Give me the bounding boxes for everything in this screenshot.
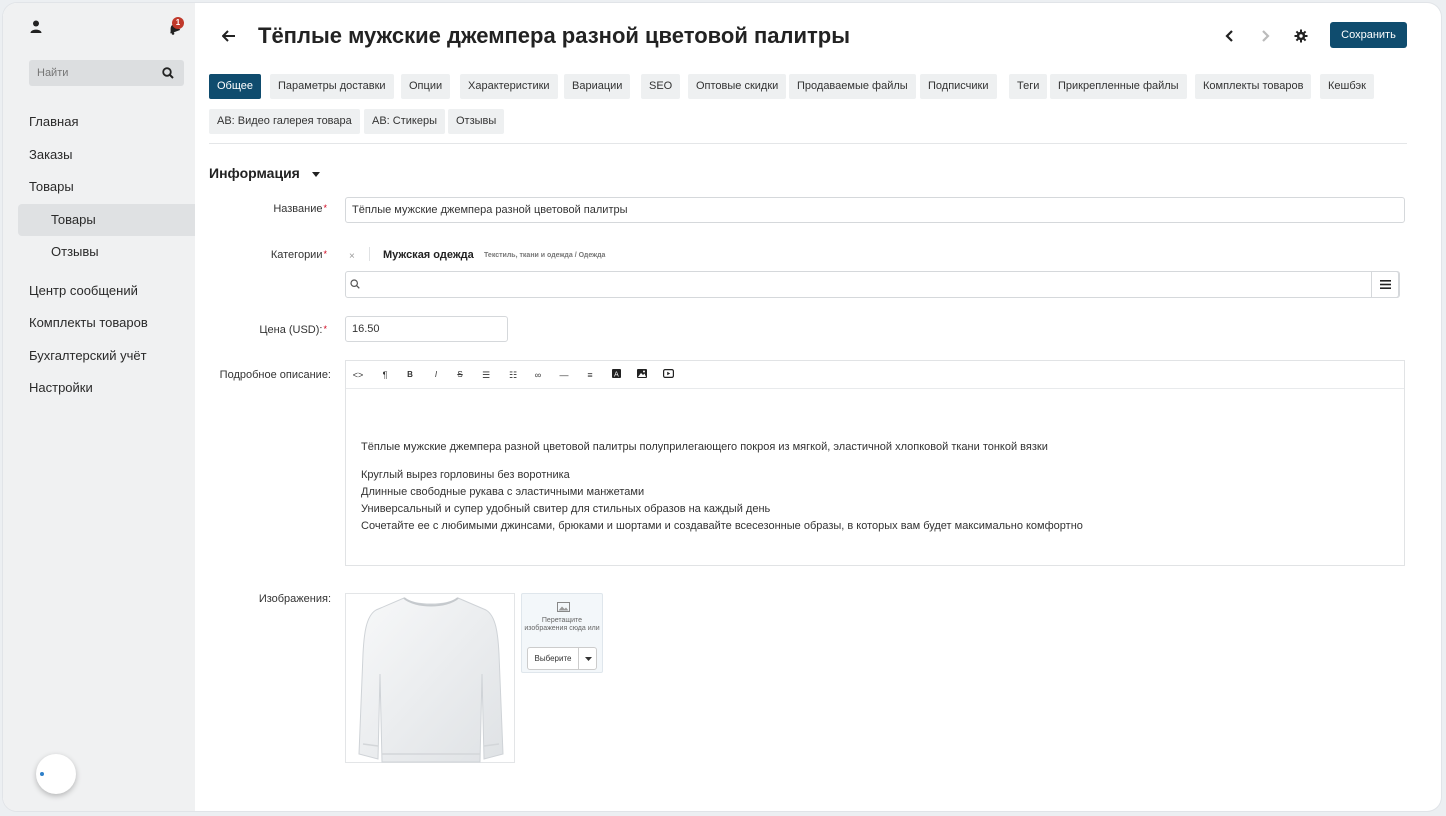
horizontal-rule-icon[interactable]: — xyxy=(559,370,569,380)
divider xyxy=(209,143,1407,144)
video-icon[interactable] xyxy=(661,368,675,382)
sidebar-item-product-bundles[interactable]: Комплекты товаров xyxy=(29,315,148,330)
list-item: Сочетайте ее с любимыми джинсами, брюками и шортами и создавайте всесезонные образы, в которых вам будет максимально комфортно xyxy=(361,520,1083,532)
category-path: Текстиль, ткани и одежда / Одежда xyxy=(484,252,606,259)
search-icon[interactable] xyxy=(162,67,174,79)
paragraph-icon[interactable]: ¶ xyxy=(382,370,388,380)
user-icon[interactable] xyxy=(30,20,42,33)
tab-files[interactable]: Продаваемые файлы xyxy=(789,74,916,99)
category-list-button[interactable] xyxy=(1371,271,1399,298)
editor-content[interactable] xyxy=(361,439,1083,535)
notification-badge: 1 xyxy=(172,17,184,29)
tab-stickers[interactable]: AB: Стикеры xyxy=(364,109,445,134)
search-input[interactable] xyxy=(29,60,159,86)
list-item: Круглый вырез горловины без воротника xyxy=(361,469,570,481)
choose-file-dropdown xyxy=(527,647,597,670)
chevron-left-icon[interactable] xyxy=(1225,29,1235,43)
choose-file-button[interactable]: Выберите xyxy=(528,648,579,669)
name-label: Название* xyxy=(273,203,327,215)
price-label: Цена (USD):* xyxy=(259,324,327,336)
caret-down-icon[interactable] xyxy=(585,657,592,661)
menu-icon xyxy=(1380,280,1391,289)
sidebar-item-orders[interactable]: Заказы xyxy=(29,146,73,162)
price-label-text: Цена (USD): xyxy=(259,324,323,336)
tab-video-gallery[interactable]: AB: Видео галерея товара xyxy=(209,109,360,134)
ordered-list-icon[interactable]: ☷ xyxy=(508,370,518,380)
sidebar-subitem-reviews[interactable]: Отзывы xyxy=(51,244,99,259)
chevron-right-icon[interactable] xyxy=(1260,29,1270,43)
tab-attachments[interactable]: Прикрепленные файлы xyxy=(1050,74,1187,99)
image-placeholder-icon xyxy=(557,602,570,612)
category-search-input[interactable] xyxy=(364,272,1364,297)
sidebar-item-home[interactable]: Главная xyxy=(29,114,79,129)
code-view-icon[interactable]: <> xyxy=(352,370,364,380)
svg-text:A: A xyxy=(613,370,619,378)
description-intro: Тёплые мужские джемпера разной цветовой палитры полуприлегающего покроя из мягкой, эластичной хлопковой ткани тонкой вязки xyxy=(361,441,1048,453)
unordered-list-icon[interactable]: ☰ xyxy=(481,370,491,380)
sidebar-item-products[interactable]: Товары xyxy=(29,179,74,194)
main-content xyxy=(195,3,1441,811)
category-name: Мужская одежда xyxy=(383,249,474,261)
arrow-left-icon[interactable] xyxy=(222,30,236,42)
italic-icon[interactable]: I xyxy=(434,370,438,379)
description-label: Подробное описание: xyxy=(219,369,331,381)
category-separator xyxy=(369,247,370,261)
tab-options[interactable]: Опции xyxy=(401,74,450,99)
dropzone-text: Перетащите изображения сюда или xyxy=(524,617,600,632)
rich-text-editor xyxy=(345,360,1405,566)
categories-label: Категории* xyxy=(270,249,327,261)
bold-icon[interactable]: B xyxy=(407,370,413,379)
sidebar-item-message-center[interactable]: Центр сообщений xyxy=(29,282,138,298)
tab-variations[interactable]: Вариации xyxy=(564,74,630,99)
text-color-icon[interactable] xyxy=(609,368,623,382)
caret-down-icon[interactable] xyxy=(312,172,320,177)
sidebar-subitem-products[interactable]: Товары xyxy=(18,204,195,237)
page-title: Тёплые мужские джемпера разной цветовой палитры xyxy=(258,23,850,48)
gear-icon[interactable] xyxy=(1294,29,1308,43)
tab-seo[interactable]: SEO xyxy=(641,74,680,99)
sweater-image xyxy=(346,594,516,764)
tab-cashback[interactable]: Кешбэк xyxy=(1320,74,1374,99)
editor-toolbar xyxy=(346,361,1404,389)
search-icon xyxy=(350,279,360,289)
sidebar-nav xyxy=(3,106,195,405)
tab-shipping[interactable]: Параметры доставки xyxy=(270,74,394,99)
tab-bundles[interactable]: Комплекты товаров xyxy=(1195,74,1311,99)
brand-logo[interactable] xyxy=(36,754,76,794)
tab-features[interactable]: Характеристики xyxy=(460,74,558,99)
strikethrough-icon[interactable]: S xyxy=(457,370,463,379)
description-list xyxy=(361,467,1083,535)
close-icon[interactable]: × xyxy=(349,251,355,262)
sidebar-item-settings[interactable]: Настройки xyxy=(29,380,93,395)
save-button[interactable]: Сохранить xyxy=(1330,22,1407,48)
list-item: Длинные свободные рукава с эластичными манжетами xyxy=(361,486,645,498)
app-window xyxy=(3,3,1441,811)
categories-label-text: Категории xyxy=(270,249,323,261)
tab-general[interactable]: Общее xyxy=(209,74,261,99)
link-icon[interactable]: ∞ xyxy=(534,370,542,380)
logo-dot-icon xyxy=(40,772,44,776)
sidebar-item-accounting[interactable]: Бухгалтерский учёт xyxy=(29,347,147,363)
category-search xyxy=(345,271,1400,298)
images-label: Изображения: xyxy=(258,593,331,605)
section-title[interactable]: Информация xyxy=(209,165,300,181)
price-input[interactable] xyxy=(345,316,508,342)
name-label-text: Название xyxy=(273,203,323,215)
align-icon[interactable]: ≡ xyxy=(587,370,593,380)
product-image-thumbnail[interactable] xyxy=(345,593,515,763)
name-input[interactable] xyxy=(345,197,1405,223)
tab-subscribers[interactable]: Подписчики xyxy=(920,74,997,99)
image-icon[interactable] xyxy=(635,368,649,382)
tab-tags[interactable]: Теги xyxy=(1009,74,1047,99)
sidebar xyxy=(3,3,195,811)
list-item: Универсальный и супер удобный свитер для стильных образов на каждый день xyxy=(361,503,771,515)
image-dropzone[interactable] xyxy=(521,593,603,673)
tab-reviews[interactable]: Отзывы xyxy=(448,109,504,134)
sidebar-search xyxy=(29,60,184,86)
tab-wholesale[interactable]: Оптовые скидки xyxy=(688,74,786,99)
